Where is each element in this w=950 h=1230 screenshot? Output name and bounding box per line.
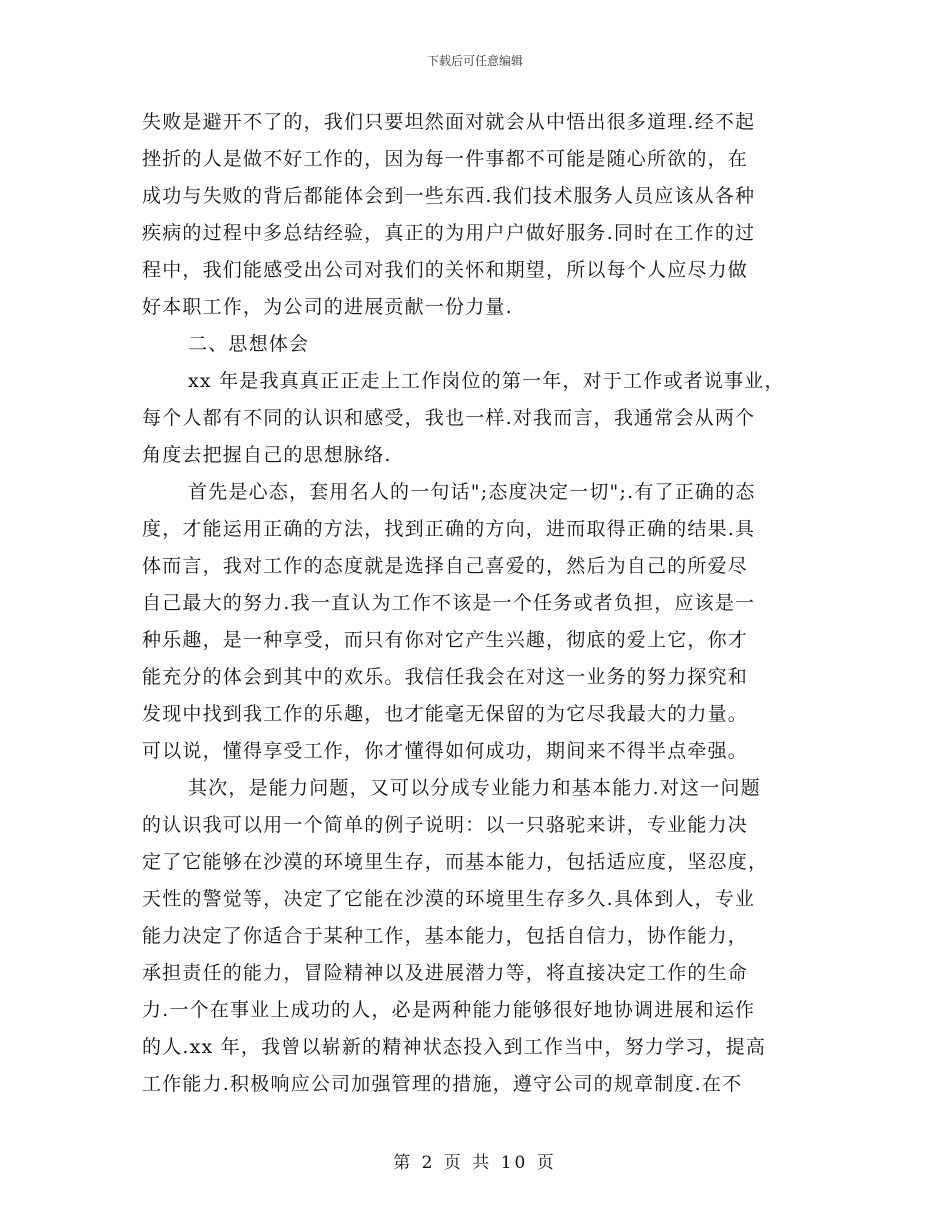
text-line: 能充分的体会到其中的欢乐。我信任我会在对这一业务的努力探究和 xyxy=(142,666,749,688)
text-line: 承担责任的能力，冒险精神以及进展潜力等，将直接决定工作的生命 xyxy=(142,962,749,984)
text-line: 挫折的人是做不好工作的，因为每一件事都不可能是随心所欲的，在 xyxy=(142,148,749,170)
page-header: 下载后可任意编辑 xyxy=(426,54,523,68)
text-line: 的认识我可以用一个简单的例子说明：以一只骆驼来讲，专业能力决 xyxy=(142,814,749,836)
text-line: 的人.xx 年，我曾以崭新的精神状态投入到工作当中，努力学习，提高 xyxy=(142,1036,767,1058)
text-line: 可以说，懂得享受工作，你才懂得如何成功，期间来不得半点牵强。 xyxy=(142,740,749,762)
text-line: 种乐趣，是一种享受，而只有你对它产生兴趣，彻底的爱上它，你才 xyxy=(142,629,749,651)
text-line: 疾病的过程中多总结经验，真正的为用户户做好服务.同时在工作的过 xyxy=(142,222,756,244)
text-line: 成功与失败的背后都能体会到一些东西.我们技术服务人员应该从各种 xyxy=(142,185,756,207)
text-line: 力.一个在事业上成功的人，必是两种能力能够很好地协调进展和运作 xyxy=(142,999,756,1021)
text-line: 角度去把握自己的思想脉络. xyxy=(142,444,392,466)
text-line: 好本职工作，为公司的进展贡献一份力量. xyxy=(142,296,513,318)
text-line: 天性的警觉等，决定了它能在沙漠的环境里生存多久.具体到人，专业 xyxy=(142,888,756,910)
text-line: 自己最大的努力.我一直认为工作不该是一个任务或者负担，应该是一 xyxy=(142,592,756,614)
text-line: 定了它能够在沙漠的环境里生存，而基本能力，包括适应度，坚忍度， xyxy=(142,851,769,873)
text-line: 体而言，我对工作的态度就是选择自己喜爱的，然后为自己的所爱尽 xyxy=(142,555,749,577)
text-line: 发现中找到我工作的乐趣，也才能毫无保留的为它尽我最大的力量。 xyxy=(142,703,749,725)
page-footer: 第 2 页 共 10 页 xyxy=(393,1153,557,1173)
section-heading: 二、思想体会 xyxy=(188,333,310,355)
text-line: 工作能力.积极响应公司加强管理的措施，遵守公司的规章制度.在不 xyxy=(142,1073,743,1095)
text-line: 能力决定了你适合于某种工作，基本能力，包括自信力，协作能力， xyxy=(142,925,749,947)
text-line: 首先是心态，套用名人的一句话";态度决定一切";.有了正确的态 xyxy=(188,481,756,503)
text-line: 程中，我们能感受出公司对我们的关怀和期望，所以每个人应尽力做 xyxy=(142,259,749,281)
text-line: 每个人都有不同的认识和感受，我也一样.对我而言，我通常会从两个 xyxy=(142,407,756,429)
text-line: 失败是避开不了的，我们只要坦然面对就会从中悟出很多道理.经不起 xyxy=(142,111,756,133)
text-line: xx 年是我真真正正走上工作岗位的第一年，对于工作或者说事业， xyxy=(188,370,785,392)
text-line: 其次，是能力问题，又可以分成专业能力和基本能力.对这一问题 xyxy=(188,777,761,799)
text-line: 度，才能运用正确的方法，找到正确的方向，进而取得正确的结果.具 xyxy=(142,518,756,540)
